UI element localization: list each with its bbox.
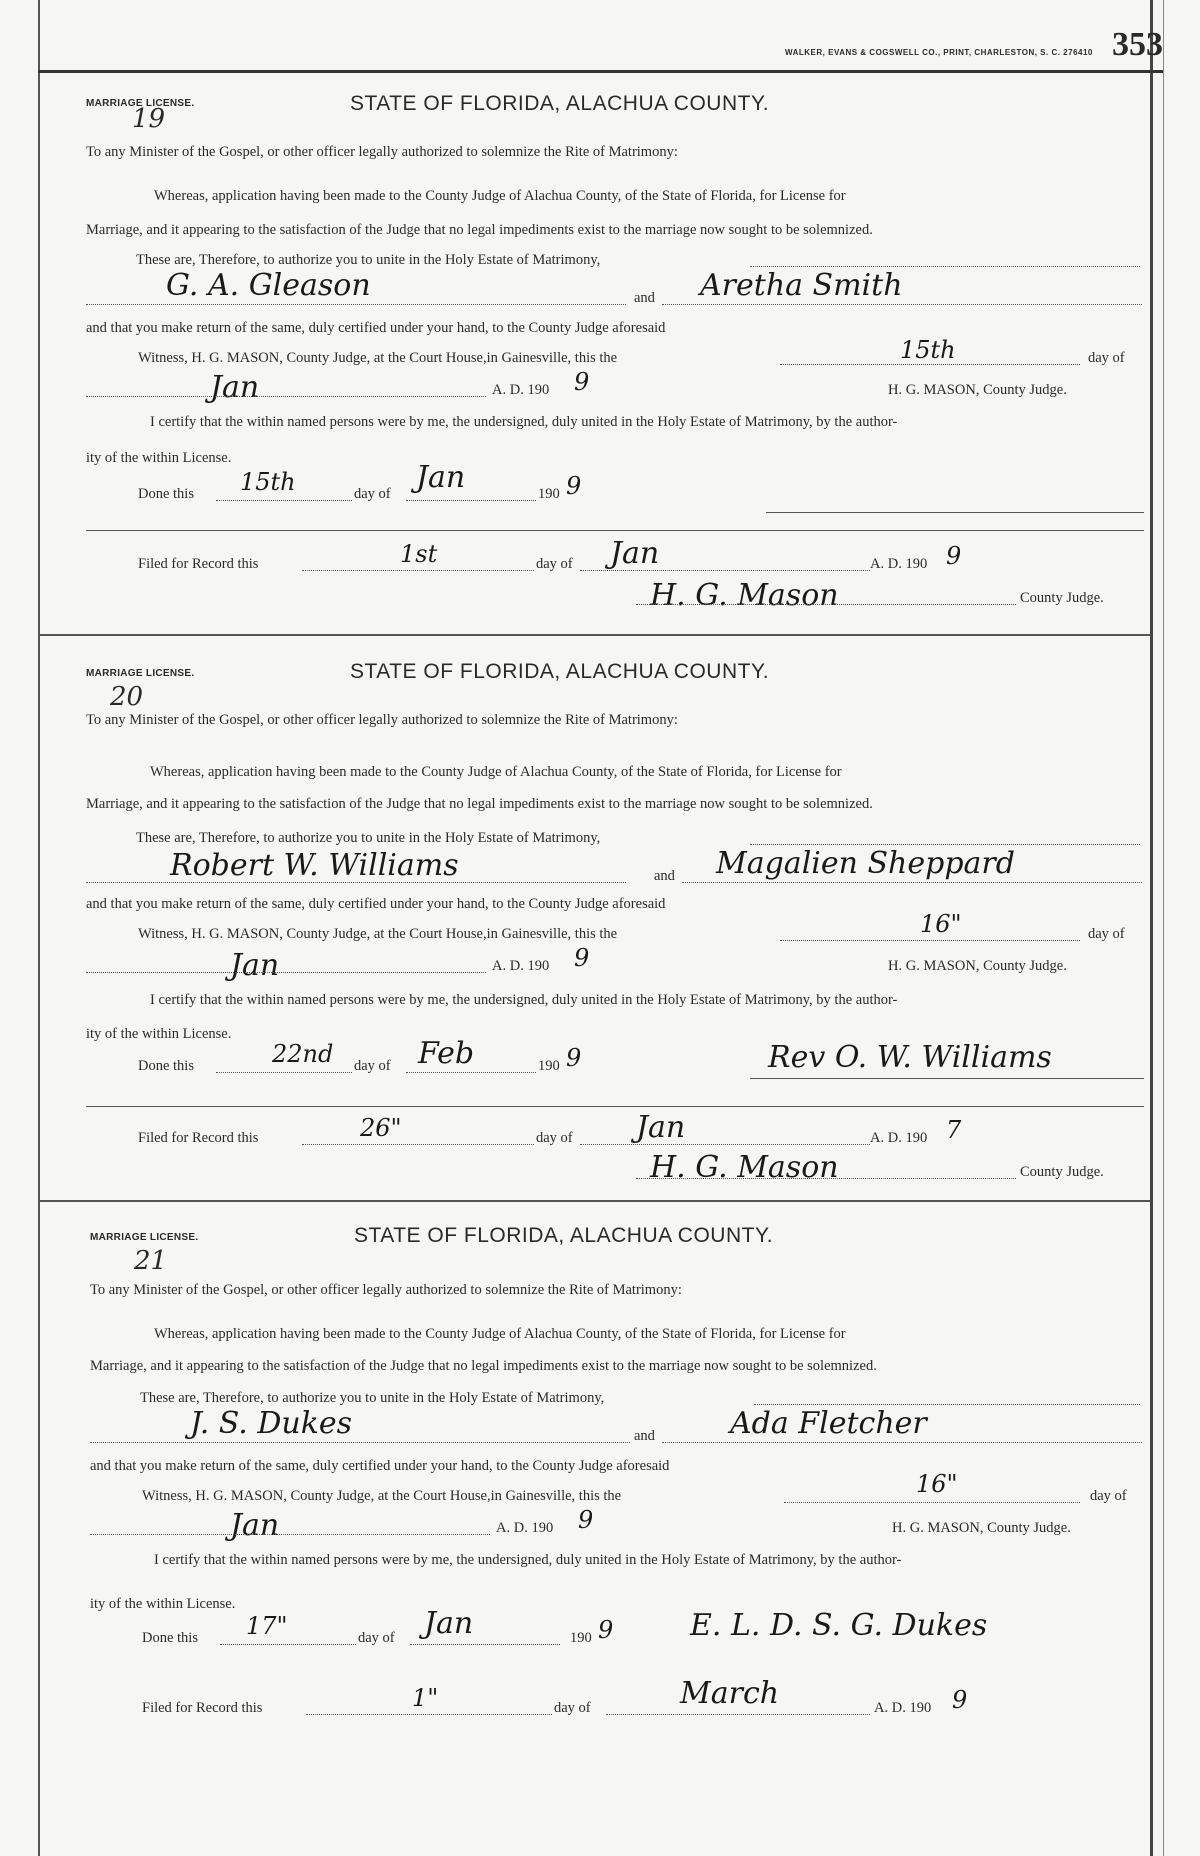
license-label: MARRIAGE LICENSE. [86,98,195,109]
certify-line-2: ity of the within License. [86,1026,232,1042]
whereas-line-2: Marriage, and it appearing to the satisfaction of the Judge that no legal impediments exist to the marriage now sought to be solemnized. [86,222,873,238]
witness-month-line [90,1534,490,1535]
done-day-of-label: day of [354,486,391,502]
whereas-line-1: Whereas, application having been made to the County Judge of Alachua County, of the State of Florida, for License for [154,188,846,204]
groom-name: Robert W. Williams [170,848,459,883]
done-day-of-label: day of [354,1058,391,1074]
filed-month: March [680,1676,780,1711]
done-this-label: Done this [142,1630,198,1646]
return-line: and that you make return of the same, duly certified under your hand, to the County Judge aforesaid [90,1458,670,1474]
done-day: 22nd [272,1040,334,1068]
printer-credit: WALKER, EVANS & COGSWELL CO., PRINT, CHARLESTON, S. C. 276410 [785,48,1093,57]
license-21 [40,0,1150,1856]
judge-signature: H. G. Mason [650,578,839,613]
authorize-fill-line [754,1404,1140,1405]
done-month: Jan [416,460,466,495]
filed-month: Jan [636,1110,686,1145]
done-this-label: Done this [138,486,194,502]
filed-ad-label: A. D. 190 [870,1130,928,1146]
license-number: 19 [132,104,166,134]
done-day-of-label: day of [358,1630,395,1646]
filed-label: Filed for Record this [138,1130,259,1146]
bride-name: Magalien Sheppard [716,846,1015,881]
whereas-line-2: Marriage, and it appearing to the satisfaction of the Judge that no legal impediments exist to the marriage now sought to be solemnized. [90,1358,877,1374]
bride-name: Ada Fletcher [730,1406,927,1441]
bride-name: Aretha Smith [700,268,903,303]
done-month-line [410,1644,560,1645]
judge-signature: H. G. Mason [650,1150,839,1185]
officiant-signature: E. L. D. S. G. Dukes [690,1608,988,1643]
filed-ad-label: A. D. 190 [874,1700,932,1716]
certify-line-1: I certify that the within named persons were by me, the undersigned, duly united in the Holy Estate of Matrimony, by the author- [150,992,898,1008]
license-number: 21 [134,1246,168,1276]
filed-label: Filed for Record this [142,1700,263,1716]
address-line: To any Minister of the Gospel, or other officer legally authorized to solemnize the Rite of Matrimony: [90,1282,682,1298]
filed-year: 9 [952,1686,968,1714]
witness-month: Jan [230,1508,280,1543]
witness-line: Witness, H. G. MASON, County Judge, at the Court House,in Gainesville, this the [138,926,618,942]
county-judge-label: County Judge. [1020,1164,1104,1180]
license-heading: STATE OF FLORIDA, ALACHUA COUNTY. [350,92,770,115]
certify-line-2: ity of the within License. [86,450,232,466]
and-label: and [634,1428,655,1444]
ad-label: A. D. 190 [492,958,550,974]
right-margin-rule [1150,0,1153,1856]
whereas-line-1: Whereas, application having been made to the County Judge of Alachua County, of the State of Florida, for License for [150,764,842,780]
witness-day: 16" [920,910,962,938]
filed-day-of-label: day of [536,556,573,572]
authorize-line: These are, Therefore, to authorize you to unite in the Holy Estate of Matrimony, [136,252,601,268]
filed-day-line [306,1714,552,1715]
done-this-label: Done this [138,1058,194,1074]
done-day-line [220,1644,356,1645]
groom-name: J. S. Dukes [190,1406,353,1441]
filed-day: 1st [400,540,438,568]
witness-line: Witness, H. G. MASON, County Judge, at the Court House,in Gainesville, this the [142,1488,622,1504]
address-line: To any Minister of the Gospel, or other officer legally authorized to solemnize the Rite of Matrimony: [86,712,678,728]
certify-line-2: ity of the within License. [90,1596,236,1612]
and-label: and [634,290,655,306]
witness-year: 9 [574,944,590,972]
filed-day: 26" [360,1114,402,1142]
officiant-signature: Rev O. W. Williams [768,1040,1052,1075]
filed-ad-label: A. D. 190 [870,556,928,572]
groom-name: G. A. Gleason [166,268,371,303]
witness-line: Witness, H. G. MASON, County Judge, at the Court House,in Gainesville, this the [138,350,618,366]
filed-day-of-label: day of [536,1130,573,1146]
filed-day: 1" [412,1684,439,1712]
done-year: 9 [566,1044,582,1072]
address-line: To any Minister of the Gospel, or other officer legally authorized to solemnize the Rite of Matrimony: [86,144,678,160]
witness-month: Jan [210,370,260,405]
license-number: 20 [110,682,144,712]
witness-month: Jan [230,948,280,983]
right-margin-rule-outer [1163,0,1164,1856]
witness-day-line [784,1502,1080,1503]
filed-day-of-label: day of [554,1700,591,1716]
done-year-prefix: 190 [570,1630,592,1646]
done-year-prefix: 190 [538,486,560,502]
judge-title: H. G. MASON, County Judge. [888,382,1067,398]
whereas-line-1: Whereas, application having been made to the County Judge of Alachua County, of the State of Florida, for License for [154,1326,846,1342]
return-line: and that you make return of the same, duly certified under your hand, to the County Judge aforesaid [86,896,666,912]
day-of-label: day of [1090,1488,1127,1504]
judge-title: H. G. MASON, County Judge. [892,1520,1071,1536]
witness-year: 9 [574,368,590,396]
authorize-line: These are, Therefore, to authorize you to unite in the Holy Estate of Matrimony, [140,1390,605,1406]
groom-line [90,1442,630,1443]
certify-line-1: I certify that the within named persons were by me, the undersigned, duly united in the Holy Estate of Matrimony, by the author- [150,414,898,430]
license-label: MARRIAGE LICENSE. [86,668,195,679]
license-heading: STATE OF FLORIDA, ALACHUA COUNTY. [350,660,770,683]
done-month: Jan [424,1606,474,1641]
filed-year: 9 [946,542,962,570]
license-label: MARRIAGE LICENSE. [90,1232,199,1243]
day-of-label: day of [1088,926,1125,942]
filed-year: 7 [946,1116,962,1144]
filed-month: Jan [610,536,660,571]
certify-line-1: I certify that the within named persons were by me, the undersigned, duly united in the Holy Estate of Matrimony, by the author- [154,1552,902,1568]
license-heading: STATE OF FLORIDA, ALACHUA COUNTY. [354,1224,774,1247]
page-number: 353 [1112,26,1163,63]
day-of-label: day of [1088,350,1125,366]
authorize-line: These are, Therefore, to authorize you to unite in the Holy Estate of Matrimony, [136,830,601,846]
return-line: and that you make return of the same, duly certified under your hand, to the County Judge aforesaid [86,320,666,336]
done-year-prefix: 190 [538,1058,560,1074]
bride-line [662,1442,1142,1443]
county-judge-label: County Judge. [1020,590,1104,606]
done-year: 9 [598,1616,614,1644]
witness-day: 15th [900,336,956,364]
done-month: Feb [418,1036,475,1071]
judge-title: H. G. MASON, County Judge. [888,958,1067,974]
witness-year: 9 [578,1506,594,1534]
and-label: and [654,868,675,884]
witness-day: 16" [916,1470,958,1498]
whereas-line-2: Marriage, and it appearing to the satisfaction of the Judge that no legal impediments exist to the marriage now sought to be solemnized. [86,796,873,812]
done-day: 17" [246,1612,288,1640]
done-day: 15th [240,468,296,496]
done-year: 9 [566,472,582,500]
ad-label: A. D. 190 [496,1520,554,1536]
filed-month-line [606,1714,870,1715]
filed-label: Filed for Record this [138,556,259,572]
ad-label: A. D. 190 [492,382,550,398]
